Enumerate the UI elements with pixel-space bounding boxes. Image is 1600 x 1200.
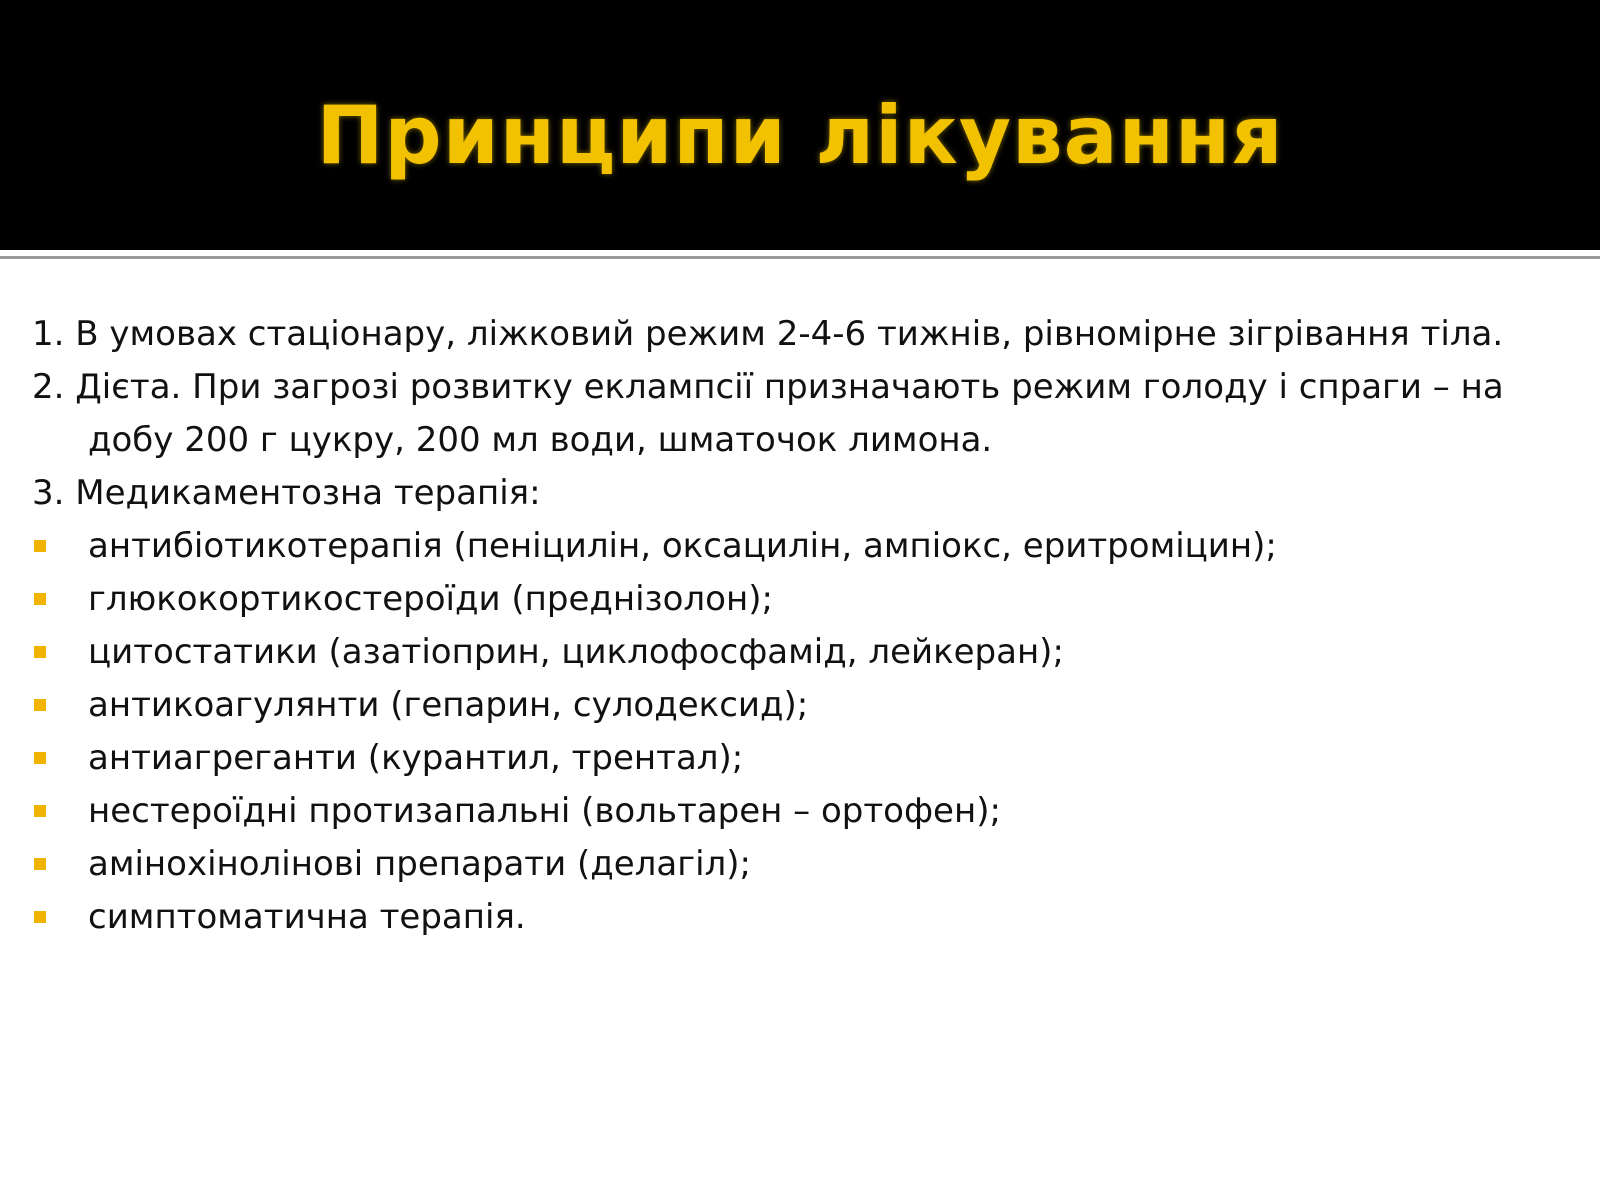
square-bullet-icon — [34, 805, 46, 817]
bullet-item-nsaids — [32, 785, 1582, 838]
bullet-text: цитостатики (азатіоприн, циклофосфамід, лейкеран); — [88, 632, 1064, 672]
bullet-text: антикоагулянти (гепарин, сулодексид); — [88, 685, 809, 725]
bullet-text: нестероїдні протизапальні (вольтарен – ортофен); — [88, 791, 1001, 831]
bullet-item-symptomatic — [32, 891, 1582, 944]
numbered-item-3: 3. Медикаментозна терапія: — [32, 473, 541, 513]
bullet-item-glucocorticosteroids — [32, 573, 1582, 626]
bullet-text: антиагреганти (курантил, трентал); — [88, 738, 744, 778]
slide-content — [32, 308, 1582, 944]
square-bullet-icon — [34, 752, 46, 764]
slide-title: Принципи лікування — [316, 88, 1284, 182]
numbered-item-1: 1. В умовах стаціонару, ліжковий режим 2-4-6 тижнів, рівномірне зігрівання тіла. — [32, 314, 1504, 354]
bullet-text: глюкокортикостероїди (преднізолон); — [88, 579, 773, 619]
title-band — [0, 0, 1600, 250]
bullet-item-cytostatics — [32, 626, 1582, 679]
square-bullet-icon — [34, 911, 46, 923]
bullet-text: симптоматична терапія. — [88, 897, 526, 937]
bullet-text: амінохінолінові препарати (делагіл); — [88, 844, 751, 884]
square-bullet-icon — [34, 646, 46, 658]
divider-gray — [0, 256, 1600, 259]
square-bullet-icon — [34, 540, 46, 552]
numbered-item-2: 2. Дієта. При загрозі розвитку еклампсії призначають режим голоду і спраги – на добу 200 г цукру, 200 мл води, шматочок лимона. — [32, 367, 1504, 460]
bullet-item-aminoquinolines — [32, 838, 1582, 891]
square-bullet-icon — [34, 858, 46, 870]
bullet-item-antibiotics — [32, 520, 1582, 573]
bullet-text: антибіотикотерапія (пеніцилін, оксацилін, ампіокс, еритроміцин); — [88, 526, 1277, 566]
square-bullet-icon — [34, 593, 46, 605]
bullet-item-antiaggregants — [32, 732, 1582, 785]
bullet-list — [32, 520, 1582, 944]
bullet-item-anticoagulants — [32, 679, 1582, 732]
square-bullet-icon — [34, 699, 46, 711]
